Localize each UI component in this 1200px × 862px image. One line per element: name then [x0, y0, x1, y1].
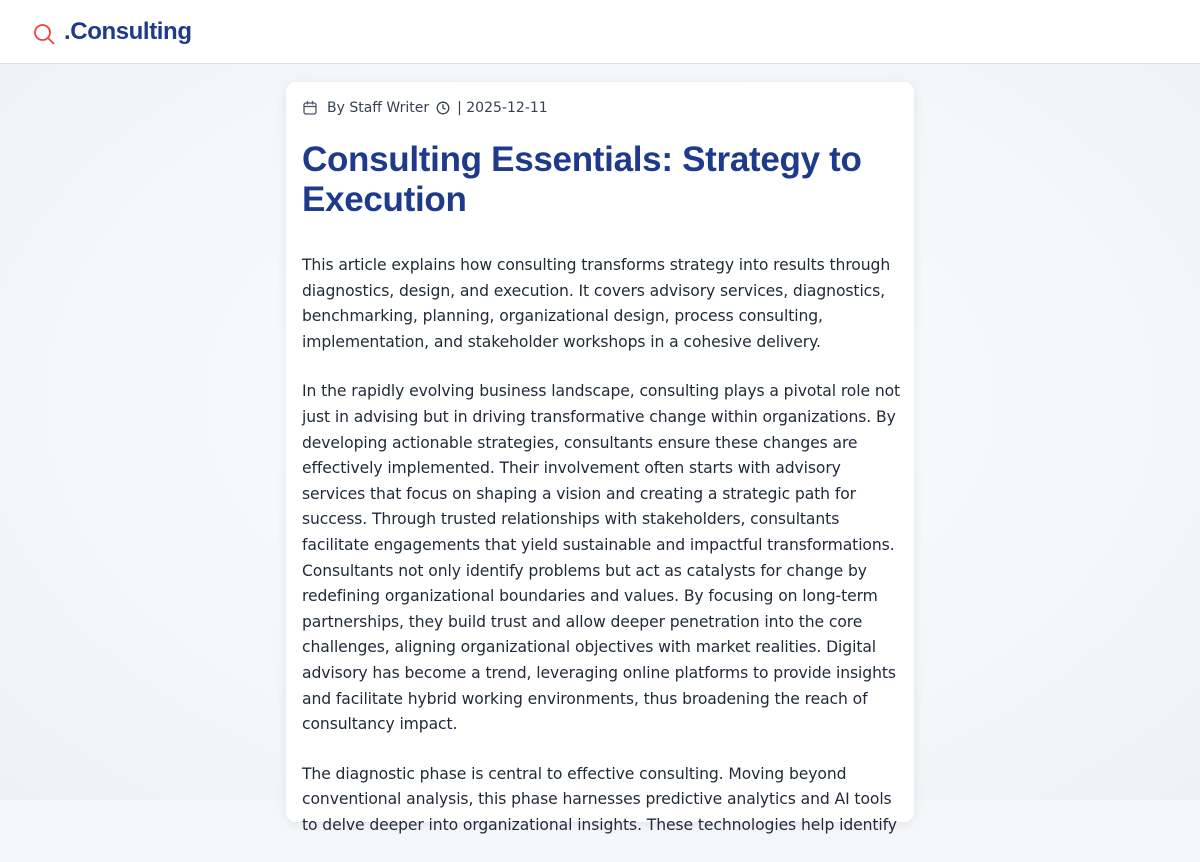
article-meta [302, 97, 548, 119]
article-title: Consulting Essentials: Strategy to Execution [302, 140, 862, 219]
article-author: By Staff Writer [327, 100, 430, 116]
article-paragraph: In the rapidly evolving business landscape, consulting plays a pivotal role not just in advising but in driving transformative change within organizations. By developing actionable strategies, consultants ensure these changes are effectively implemented. Their involvement often starts with advisory services that focus on shaping a vision and creating a strategic path for success. Through trusted relationships with stakeholders, consultants facilitate engagements that yield sustainable and impactful transformations. Consultants not only identify problems but act as catalysts for change by redefining organizational boundaries and values. By focusing on long-term partnerships, they build trust and allow deeper penetration into the core challenges, aligning organizational objectives with market realities. Digital advisory has become a trend, leveraging online platforms to provide insights and facilitate hybrid working environments, thus broadening the reach of consultancy impact. [302, 382, 901, 734]
article-card [286, 82, 914, 834]
calendar-icon [302, 100, 318, 116]
article-date: | 2025-12-11 [457, 100, 548, 116]
article-paragraph: The diagnostic phase is central to effective consulting. Moving beyond conventional analysis, this phase harnesses predictive analytics and AI tools to delve deeper into organizational insights. These technologies help identify [302, 764, 897, 834]
site-header [0, 0, 1200, 64]
search-icon[interactable] [33, 23, 55, 45]
site-logo[interactable]: .Consulting [64, 18, 192, 45]
article-body [302, 253, 902, 862]
clock-icon [436, 101, 450, 115]
article-paragraph: This article explains how consulting transforms strategy into results through diagnostics, design, and execution. It covers advisory services, diagnostics, benchmarking, planning, organizational design, process consulting, implementation, and stakeholder workshops in a cohesive delivery. [302, 256, 891, 351]
